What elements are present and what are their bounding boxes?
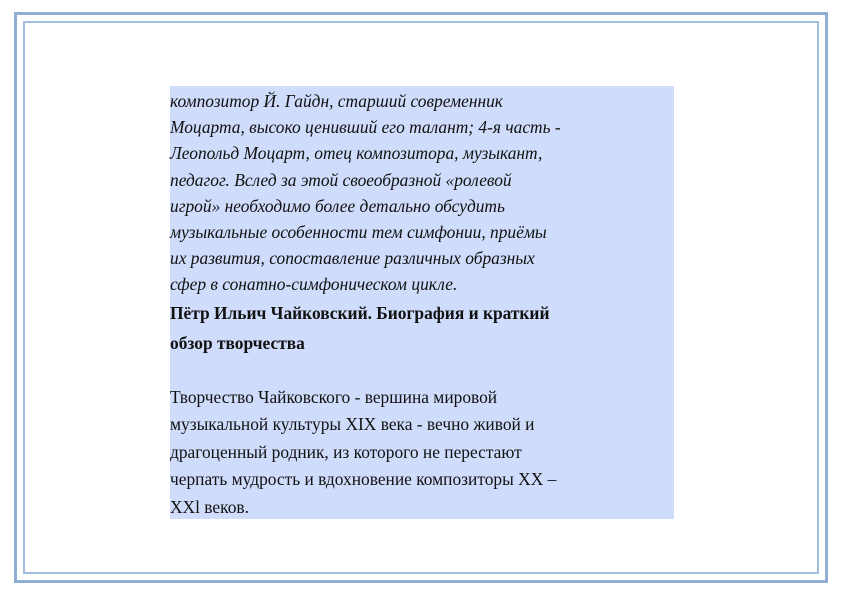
paragraph-spacer (170, 358, 672, 384)
highlighted-text-block (170, 86, 674, 519)
body-paragraph: Творчество Чайковского - вершина мировой музыкальной культуры XIX века - вечно живой и драгоценный родник, из которого не перестают черпать мудрость и вдохновение композиторы XX – XXl веков. (170, 386, 557, 517)
section-heading: Пётр Ильич Чайковский. Биография и краткий обзор творчества (170, 302, 550, 353)
italic-paragraph: композитор Й. Гайдн, старший современник Моцарта, высоко ценивший его талант; 4-я часть - Леопольд Моцарт, отец композитора, музыкант, педагог. Вслед за этой своеобразной «ролевой игрой» необходимо более детально обсудить музыкальные особенности тем симфонии, приёмы их развития, сопоставление различных образных сфер в сонатно-симфоническом цикле. (170, 91, 561, 295)
